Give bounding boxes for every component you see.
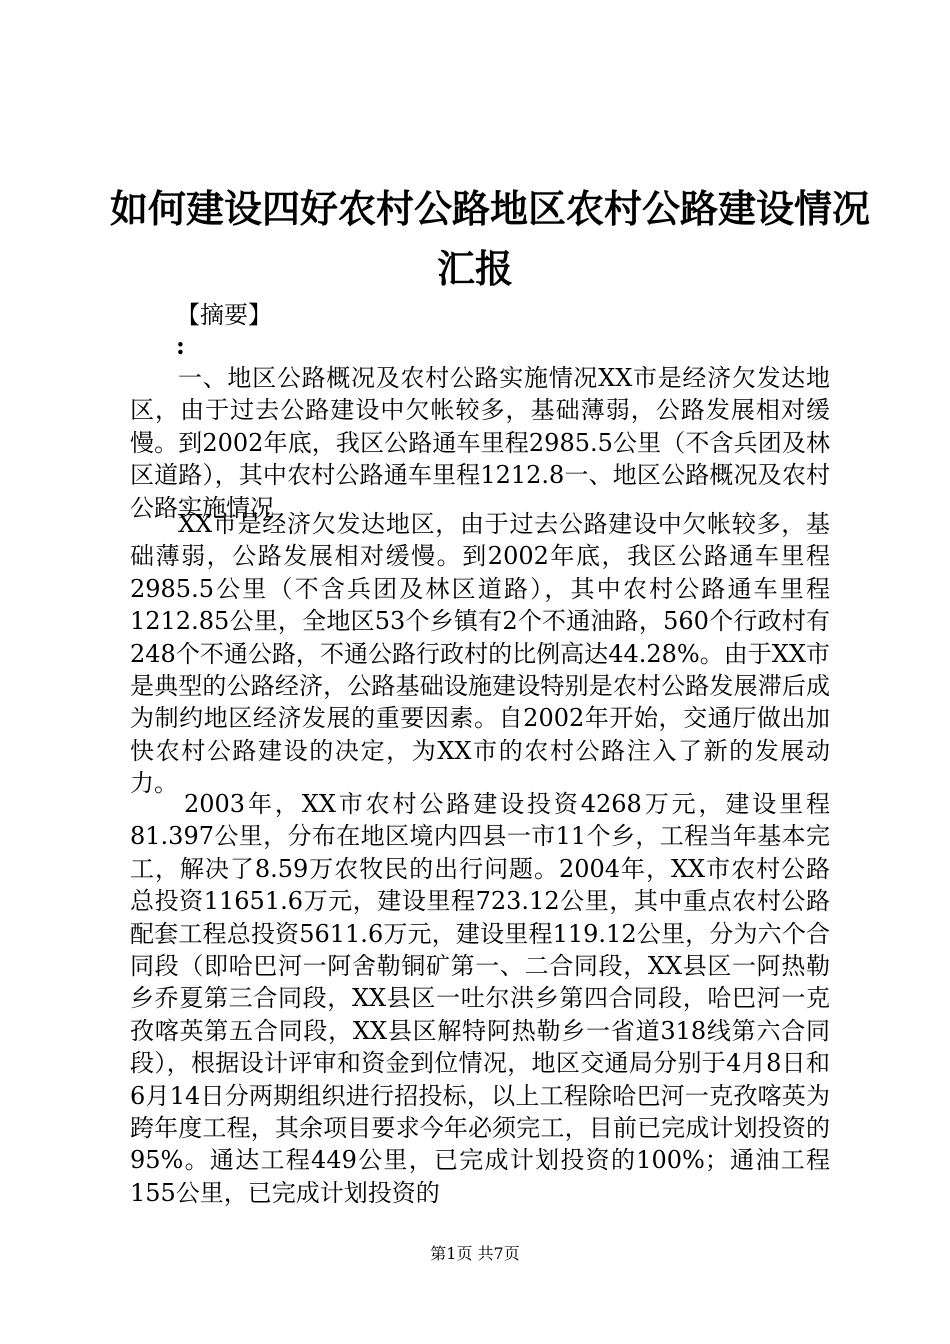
- document-title-line-2: 汇报: [436, 246, 513, 291]
- document-title-line-1: 如何建设四好农村公路地区农村公路建设情况: [110, 186, 871, 231]
- paragraph-block-2: [130, 508, 830, 800]
- abstract-label: 【摘要】: [176, 301, 272, 329]
- abstract-colon: :: [176, 331, 185, 360]
- page-footer: 第1页 共7页: [430, 1244, 520, 1263]
- body-paragraph: XX市是经济欠发达地区，由于过去公路建设中欠帐较多，基础薄弱，公路发展相对缓慢。到2002年底，我区公路通车里程2985.5公里（不含兵团及林区道路），其中农村公路通车里程1212.85公里，全地区53个乡镇有2个不通油路，560个行政村有248个不通公路，不通公路行政村的比例高达44.28%。由于XX市是典型的公路经济，公路基础设施建设特别是农村公路发展滞后成为制约地区经济发展的重要因素。自2002年开始，交通厅做出加快农村公路建设的决定，为XX市的农村公路注入了新的发展动力。: [130, 510, 830, 798]
- paragraph-block-3: [130, 788, 830, 1209]
- body-paragraph: 一、地区公路概况及农村公路实施情况XX市是经济欠发达地区，由于过去公路建设中欠帐较多，基础薄弱，公路发展相对缓慢。到2002年底，我区公路通车里程2985.5公里（不含兵团及林区道路），其中农村公路通车里程1212.8一、地区公路概况及农村公路实施情况: [130, 364, 830, 522]
- paragraph-block-1: [130, 362, 830, 524]
- body-paragraph: 2003年，XX市农村公路建设投资4268万元，建设里程81.397公里，分布在地区境内四县一市11个乡，工程当年基本完工，解决了8.59万农牧民的出行问题。2004年，XX市农村公路总投资11651.6万元，建设里程723.12公里，其中重点农村公路配套工程总投资5611.6万元，建设里程119.12公里，分为六个合同段（即哈巴河一阿舍勒铜矿第一、二合同段，XX县区一阿热勒乡乔夏第三合同段，XX县区一吐尔洪乡第四合同段，哈巴河一克孜喀英第五合同段，XX县区解特阿热勒乡一省道318线第六合同段），根据设计评审和资金到位情况，地区交通局分别于4月8日和6月14日分两期组织进行招投标，以上工程除哈巴河一克孜喀英为跨年度工程，其余项目要求今年必须完工，目前已完成计划投资的95%。通达工程449公里，已完成计划投资的100%；通油工程155公里，已完成计划投资的: [130, 790, 830, 1207]
